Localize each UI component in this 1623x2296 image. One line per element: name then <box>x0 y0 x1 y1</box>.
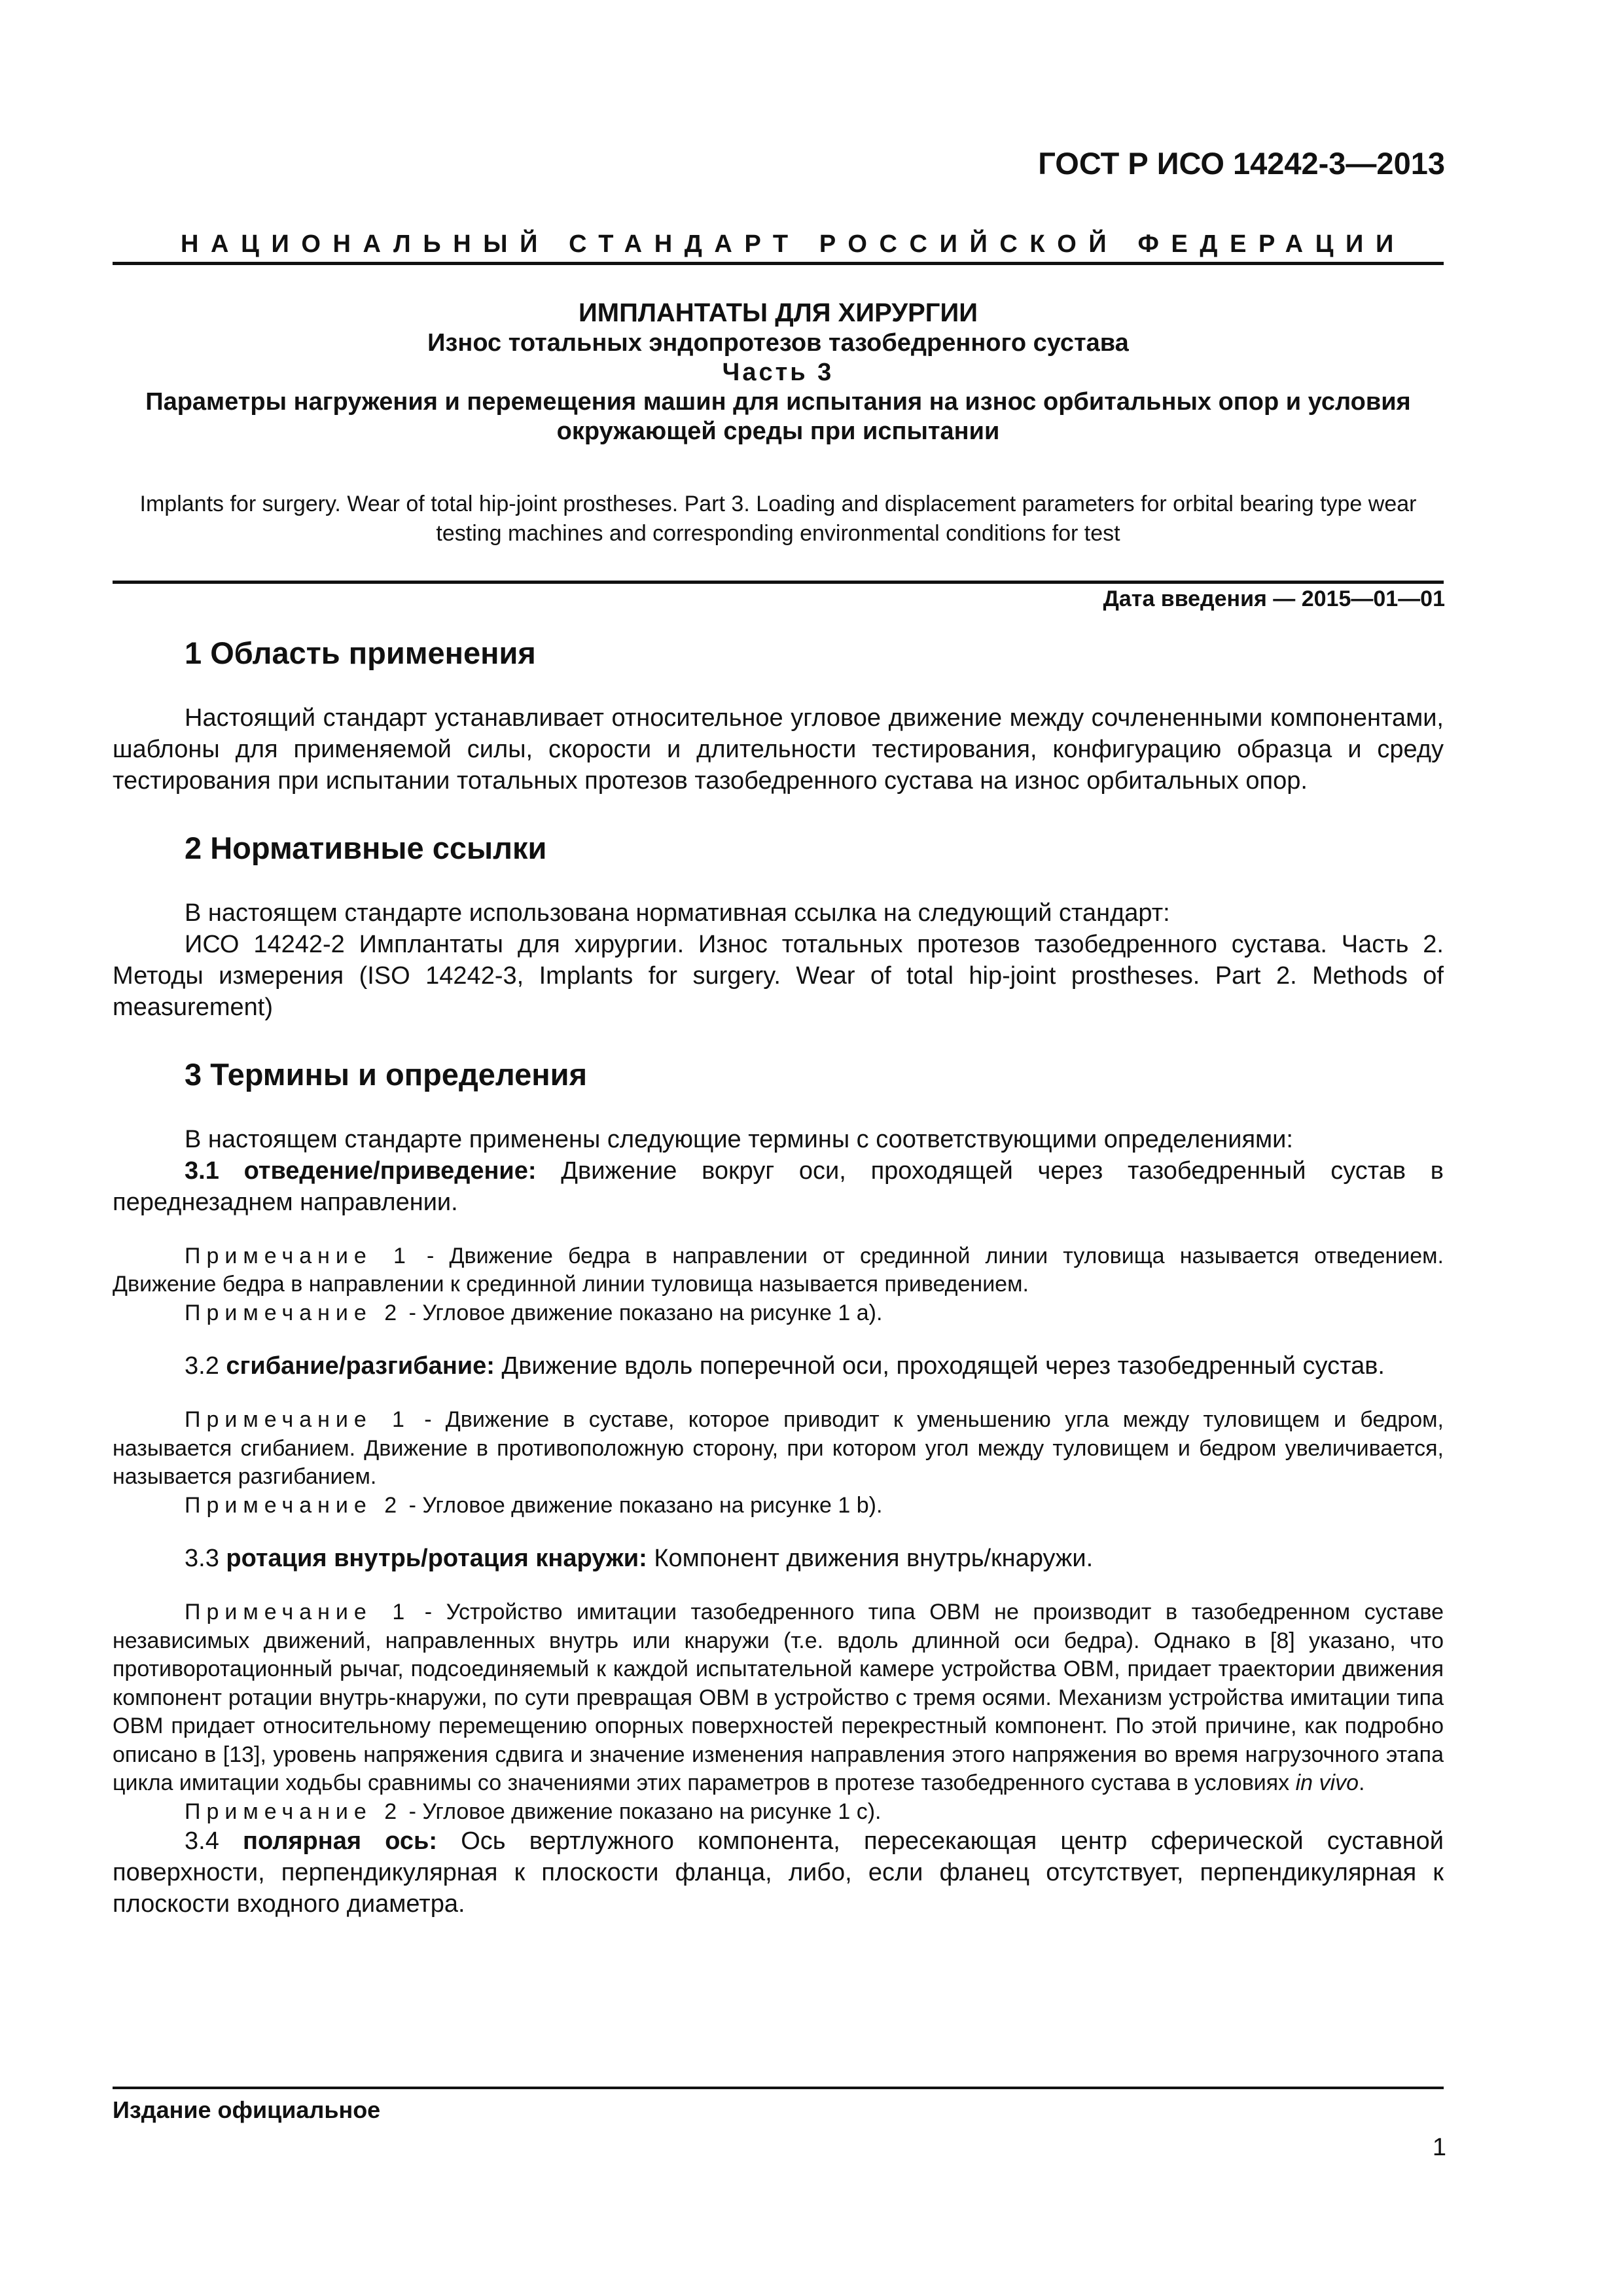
title-line-4: Параметры нагружения и перемещения машин для испытания на износ орбитальных опор и условия окружающей среды при испытании <box>145 387 1411 445</box>
term-3-3-name: ротация внутрь/ротация кнаружи: <box>226 1545 647 1573</box>
note-3-1-2 <box>113 1299 1444 1328</box>
term-3-1-name: отведение/приведение: <box>243 1157 537 1185</box>
section-3-intro: В настоящем стандарте применены следующие термины с соответствующими определениями: <box>185 1126 1293 1154</box>
footer-divider <box>113 2087 1444 2089</box>
note-3-3-2 <box>113 1798 1444 1827</box>
header-divider <box>113 262 1444 265</box>
note-3-3-1 <box>113 1598 1444 1798</box>
title-divider <box>113 581 1444 584</box>
note-label: Примечание 2 <box>185 1799 403 1824</box>
term-3-3-number: 3.3 <box>185 1545 219 1573</box>
section-3-heading: 3 Термины и определения <box>185 1056 587 1092</box>
official-edition-label: Издание официальное <box>113 2096 381 2123</box>
term-3-3-definition: Компонент движения внутрь/кнаружи. <box>647 1545 1094 1573</box>
title-line-2: Износ тотальных эндопротезов тазобедренного сустава <box>427 329 1129 357</box>
note-label: Примечание 2 <box>185 1492 403 1518</box>
english-title: Implants for surgery. Wear of total hip-joint prostheses. Part 3. Loading and displacement parameters for orbital bearing type wear testing machines and corresponding environmental conditions for test <box>139 492 1417 546</box>
term-3-4-name: полярная ось: <box>243 1827 438 1856</box>
term-3-2-name: сгибание/разгибание: <box>226 1352 495 1380</box>
document-body <box>113 635 1444 1920</box>
note-label: Примечание 1 <box>185 1407 410 1433</box>
note-label: Примечание 1 <box>185 1243 412 1268</box>
term-3-4-definition: Ось вертлужного компонента, пересекающая центр сферической суставной поверхности, перпендикулярная к плоскости фланца, либо, если фланец отсутствует, перпендикулярная к плоскости входного диаметра. <box>113 1827 1444 1918</box>
note-3-1-1 <box>113 1242 1444 1299</box>
term-3-1-number: 3.1 <box>185 1157 219 1185</box>
term-3-4 <box>113 1826 1444 1920</box>
note-text: - Движение бедра в направлении от срединной линии туловища называется отведением. Движение бедра в направлении к срединной линии туловища называется приведением. <box>113 1243 1444 1297</box>
page-number: 1 <box>1432 2134 1446 2161</box>
section-2-reference: ИСО 14242-2 Имплантаты для хирургии. Износ тотальных протезов тазобедренного сустава. Часть 2. Методы измерения (ISO 14242-3, Implants for surgery. Wear of total hip-joint prostheses. Part 2. Methods of measurement) <box>113 931 1444 1022</box>
national-standard-heading: НАЦИОНАЛЬНЫЙ СТАНДАРТ РОССИЙСКОЙ ФЕДЕРАЦИИ <box>181 230 1406 258</box>
term-3-2 <box>113 1351 1444 1382</box>
note-text: - Угловое движение показано на рисунке 1 b). <box>402 1492 883 1518</box>
note-label: Примечание 2 <box>185 1300 403 1325</box>
section-1-heading: 1 Область применения <box>185 636 536 670</box>
note-text: - Угловое движение показано на рисунке 1 с). <box>402 1799 882 1824</box>
note-3-2-2 <box>113 1492 1444 1520</box>
term-3-4-number: 3.4 <box>185 1827 219 1856</box>
term-3-3 <box>113 1543 1444 1575</box>
term-3-2-number: 3.2 <box>185 1352 219 1380</box>
note-text: - Угловое движение показано на рисунке 1 а). <box>402 1300 883 1325</box>
title-line-1: ИМПЛАНТАТЫ ДЛЯ ХИРУРГИИ <box>579 298 978 327</box>
note-label: Примечание 1 <box>185 1600 411 1625</box>
note-text: - Движение в суставе, которое приводит к уменьшению угла между туловищем и бедром, называется сгибанием. Движение в противоположную сторону, при котором угол между туловищем и бедром увеличивается, называется разгибанием. <box>113 1407 1444 1490</box>
section-1-text: Настоящий стандарт устанавливает относительное угловое движение между сочлененными компонентами, шаблоны для применяемой силы, скорости и длительности тестирования, конфигурацию образца и среду тестирования при испытании тотальных протезов тазобедренного сустава на износ орбитальных опор. <box>113 704 1444 795</box>
introduction-date: Дата введения — 2015—01—01 <box>1103 586 1445 611</box>
standard-number: ГОСТ Р ИСО 14242-3—2013 <box>1038 146 1445 181</box>
term-3-1 <box>113 1156 1444 1219</box>
title-part: Часть 3 <box>722 359 834 387</box>
section-2-heading: 2 Нормативные ссылки <box>185 831 547 866</box>
term-3-1-definition: Движение вокруг оси, проходящей через тазобедренный сустав в переднезаднем направлении. <box>113 1157 1444 1217</box>
term-3-2-definition: Движение вдоль поперечной оси, проходящей через тазобедренный сустав. <box>494 1352 1385 1380</box>
section-2-intro: В настоящем стандарте использована нормативная ссылка на следующий стандарт: <box>185 899 1170 927</box>
note-3-2-1 <box>113 1406 1444 1492</box>
document-title <box>113 298 1444 446</box>
note-italic-term: in vivo <box>1295 1770 1359 1796</box>
note-text-end: . <box>1359 1770 1365 1796</box>
note-text: - Устройство имитации тазобедренного типа ОВМ не производит в тазобедренном суставе независимых движений, направленных внутрь или кнаружи (т.е. вдоль длинной оси бедра). Однако в [8] указано, что противоротационный рычаг, подсоединяемый к каждой испытательной камере устройства ОВМ, придает траектории движения компонент ротации внутрь-кнаружи, по сути превращая ОВМ в устройство с тремя осями. Механизм устройства имитации типа ОВМ придает относительному перемещению опорных поверхностей перекрестный компонент. По этой причине, как подробно описано в [13], уровень напряжения сдвига и значение изменения направления этого напряжения во время нагрузочного этапа цикла имитации ходьбы сравнимы со значениями этих параметров в протезе тазобедренного сустава в условиях <box>113 1600 1444 1796</box>
